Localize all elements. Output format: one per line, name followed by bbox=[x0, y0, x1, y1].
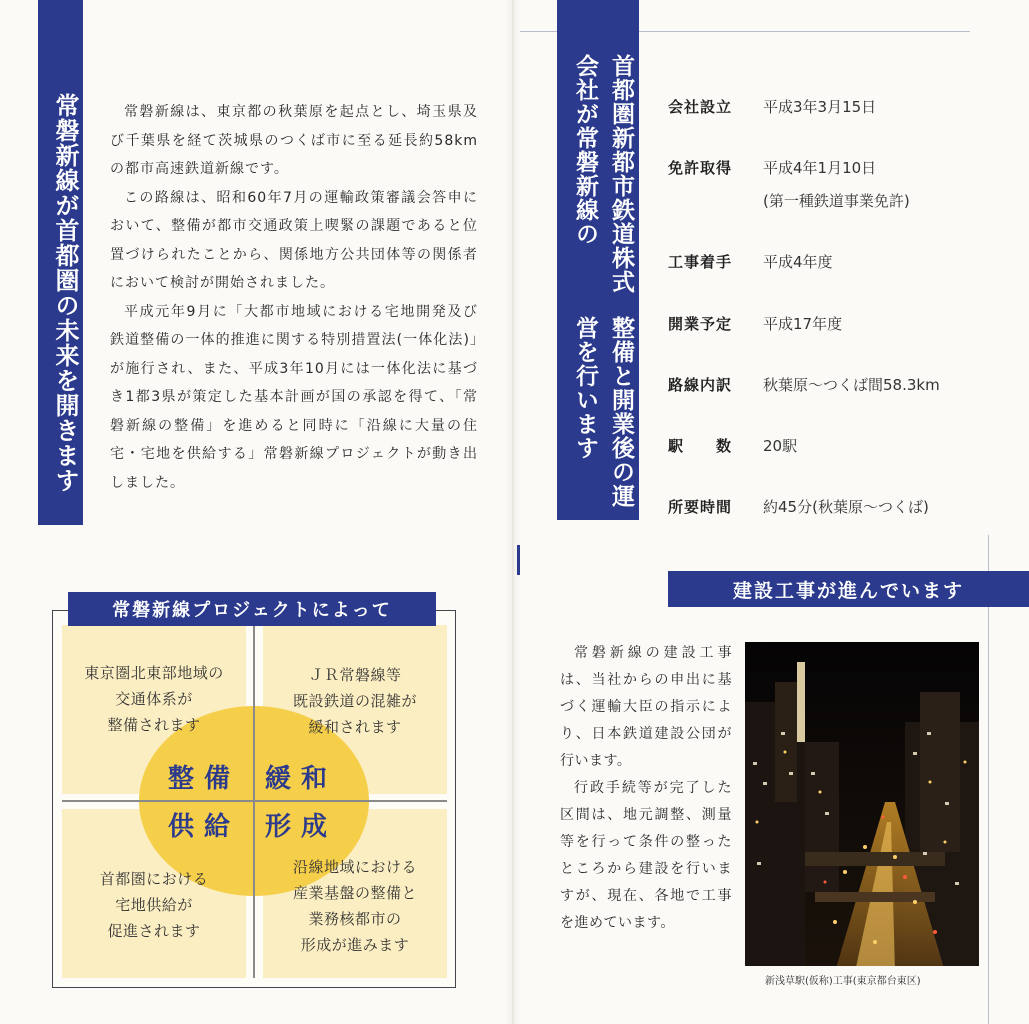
q3-line1: 首都圏における bbox=[99, 870, 209, 888]
intro-paragraph-1: 常磐新線は、東京都の秋葉原を起点とし、埼玉県及び千葉県を経て茨城県のつくば市に至る延長約58kmの都市高速鉄道新線です。 bbox=[110, 104, 478, 177]
info-key: 開業予定 bbox=[668, 315, 733, 333]
right-title-line2: 整備と開業後の運営を行います bbox=[572, 316, 634, 509]
q3-line3: 促進されます bbox=[107, 922, 201, 940]
construction-text bbox=[560, 640, 732, 937]
construction-heading: 建設工事が進んでいます bbox=[668, 571, 1029, 607]
core-word-keisei: 形成 bbox=[265, 812, 338, 842]
q2-line2: 既設鉄道の混雑が bbox=[292, 692, 417, 710]
info-row-construction-start bbox=[668, 251, 1018, 272]
intro-text bbox=[110, 98, 478, 497]
construction-paragraph-2: 行政手続等が完了した区間は、地元調整、測量等を行って条件の整ったところから建設を行いますが、現在、各地で工事を進めています。 bbox=[560, 780, 732, 931]
info-key: 駅 数 bbox=[668, 437, 733, 455]
left-vertical-title: 常磐新線が首都圏の未来を開きます bbox=[38, 0, 83, 525]
construction-paragraph-1: 常磐新線の建設工事は、当社からの申出に基づく運輸大臣の指示により、日本鉄道建設公団が行います。 bbox=[560, 645, 732, 769]
info-key: 工事着手 bbox=[668, 253, 733, 271]
right-rule bbox=[988, 535, 989, 1024]
info-row-stations bbox=[668, 435, 1018, 456]
info-value: 秋葉原～つくば間58.3km bbox=[763, 376, 940, 394]
q2-line3: 緩和されます bbox=[308, 718, 402, 736]
info-row-license bbox=[668, 157, 1018, 178]
info-key: 免許取得 bbox=[668, 159, 733, 177]
quadrant-text-top-left bbox=[62, 660, 246, 738]
info-key: 所要時間 bbox=[668, 498, 733, 516]
info-row-travel-time bbox=[668, 496, 1018, 517]
q4-line4: 形成が進みます bbox=[300, 936, 410, 954]
intro-paragraph-2: この路線は、昭和60年7月の運輸政策審議会答申において、整備が都市交通政策上喫緊の課題であると位置づけられたことから、関係地方公共団体等の関係者において検討が開始されました。 bbox=[110, 189, 478, 291]
info-value: 平成4年度 bbox=[763, 253, 833, 271]
intro-paragraph-3: 平成元年9月に「大都市地域における宅地開発及び鉄道整備の一体的推進に関する特別措置法(一体化法)」が施行され、また、平成3年10月には一体化法に基づき1都3県が策定した基本計画が国の承認を得て、「常磐新線の整備」を進めると同時に「沿線に大量の住宅・宅地を供給する」常磐新線プロジェクトが動き出しました。 bbox=[110, 303, 478, 491]
project-heading: 常磐新線プロジェクトによって bbox=[68, 592, 436, 626]
info-value: 平成4年1月10日 bbox=[763, 159, 877, 177]
q4-line3: 業務核都市の bbox=[308, 910, 402, 928]
page-fold bbox=[512, 0, 514, 1024]
accent-tick bbox=[517, 545, 520, 575]
quadrant-text-top-right bbox=[263, 662, 447, 740]
core-word-seibi: 整備 bbox=[168, 764, 241, 794]
night-construction-photo bbox=[745, 642, 979, 966]
info-value: 平成17年度 bbox=[763, 315, 843, 333]
q2-line1: ＪＲ常磐線等 bbox=[308, 666, 402, 684]
q4-line2: 産業基盤の整備と bbox=[292, 884, 417, 902]
info-key: 会社設立 bbox=[668, 98, 733, 116]
info-value: 約45分(秋葉原～つくば) bbox=[763, 498, 929, 516]
core-word-kyokyu: 供給 bbox=[168, 812, 241, 842]
info-row-founded bbox=[668, 96, 1018, 117]
info-key: 路線内訳 bbox=[668, 376, 733, 394]
right-title-line1: 首都圏新都市鉄道株式会社が常磐新線の bbox=[572, 54, 634, 294]
q1-line3: 整備されます bbox=[107, 716, 201, 734]
q1-line1: 東京圏北東部地域の bbox=[84, 664, 224, 682]
q3-line2: 宅地供給が bbox=[115, 896, 193, 914]
info-value: 20駅 bbox=[763, 437, 798, 455]
info-value: 平成3年3月15日 bbox=[763, 98, 877, 116]
quadrant-text-bottom-right bbox=[263, 854, 447, 958]
photo-caption: 新浅草駅(仮称)工事(東京都台東区) bbox=[765, 976, 921, 987]
q1-line2: 交通体系が bbox=[115, 690, 193, 708]
info-license-type: (第一種鉄道事業免許) bbox=[763, 192, 910, 210]
q4-line1: 沿線地域における bbox=[292, 858, 417, 876]
info-row-opening bbox=[668, 313, 1018, 334]
diagram-divider-horizontal bbox=[62, 800, 447, 802]
quadrant-text-bottom-left bbox=[62, 866, 246, 944]
right-vertical-title bbox=[557, 0, 639, 520]
core-word-kanwa: 緩和 bbox=[265, 764, 338, 794]
info-row-route bbox=[668, 374, 1018, 395]
